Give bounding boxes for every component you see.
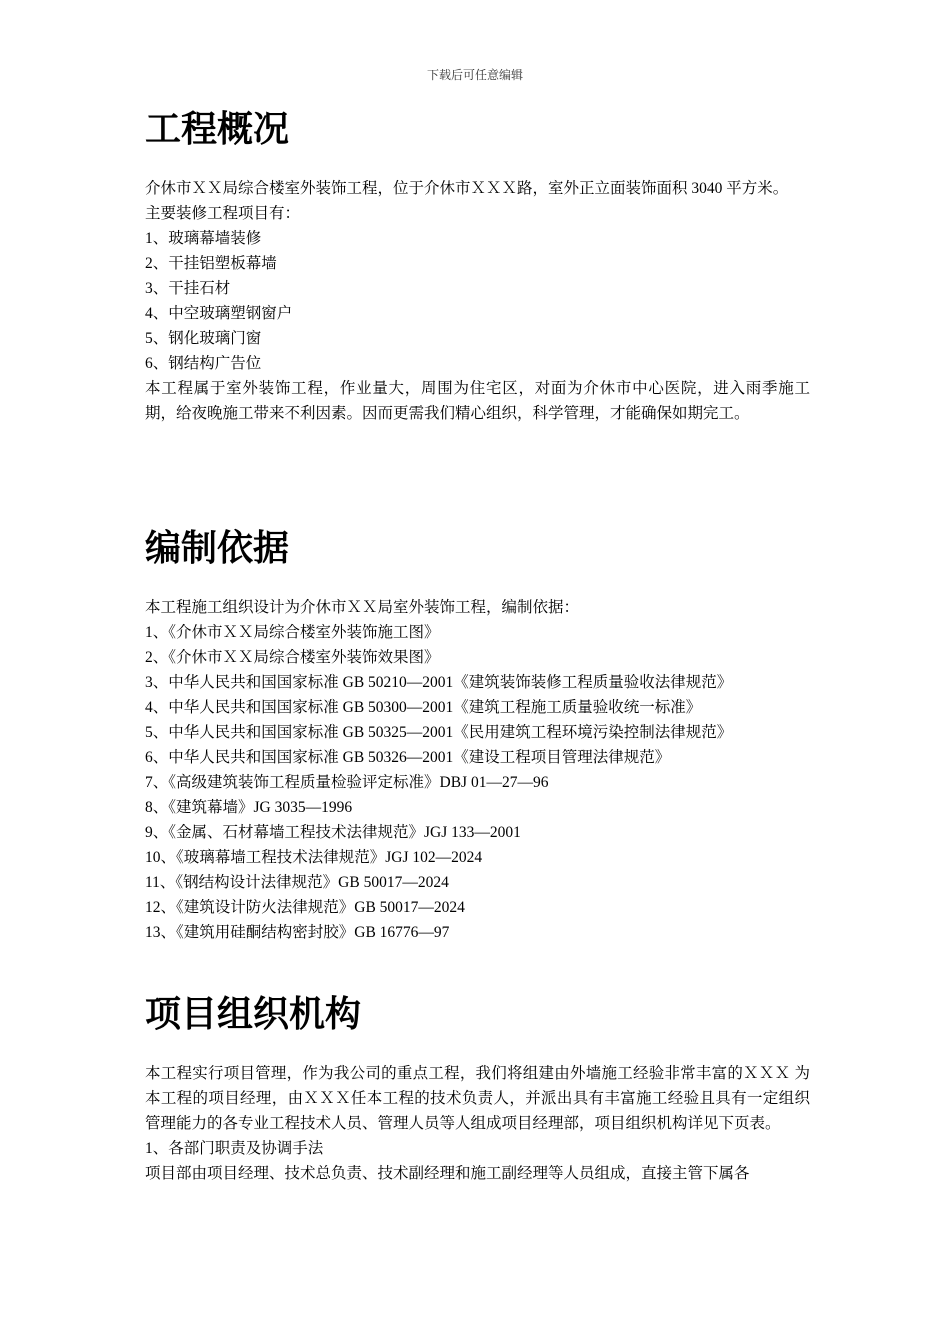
paragraph: 主要装修工程项目有： — [145, 205, 301, 222]
list-item: 12、《建筑设计防火法律规范》GB 50017—2024 — [145, 899, 465, 916]
list-item: 3、干挂石材 — [145, 280, 231, 297]
section-body — [145, 595, 810, 945]
list-item: 7、《高级建筑装饰工程质量检验评定标准》DBJ 01—27—96 — [145, 774, 549, 791]
list-item: 5、钢化玻璃门窗 — [145, 330, 262, 347]
section-compilation-basis — [145, 527, 810, 945]
paragraph: 本工程施工组织设计为介休市ＸＸ局室外装饰工程，编制依据： — [145, 599, 580, 616]
section-title: 工程概况 — [145, 109, 290, 150]
list-item: 8、《建筑幕墙》JG 3035—1996 — [145, 799, 353, 816]
list-item: 2、《介休市ＸＸ局综合楼室外装饰效果图》 — [145, 649, 440, 666]
list-item: 1、《介休市ＸＸ局综合楼室外装饰施工图》 — [145, 624, 440, 641]
list-item: 6、钢结构广告位 — [145, 355, 262, 372]
paragraph: 介休市ＸＸ局综合楼室外装饰工程，位于介休市ＸＸＸ路，室外正立面装饰面积 3040 平方米。 — [145, 180, 789, 197]
paragraph: 项目部由项目经理、技术总负责、技术副经理和施工副经理等人员组成，直接主管下属各 — [145, 1165, 750, 1182]
section-body — [145, 176, 810, 426]
list-item: 2、干挂铝塑板幕墙 — [145, 255, 277, 272]
section-body — [145, 1061, 810, 1186]
section-title: 项目组织机构 — [145, 994, 362, 1035]
section-project-overview — [145, 108, 810, 426]
list-item: 4、中空玻璃塑钢窗户 — [145, 305, 293, 322]
list-item: 3、中华人民共和国国家标准 GB 50210—2001《建筑装饰装修工程质量验收法律规范》 — [145, 674, 733, 691]
paragraph: 本工程实行项目管理，作为我公司的重点工程，我们将组建由外墙施工经验非常丰富的ＸＸＸ 为本工程的项目经理，由ＸＸＸ任本工程的技术负责人，并派出具有丰富施工经验且具有一定组织管理能力的各专业工程技术人员、管理人员等人组成项目经理部，项目组织机构详见下页表。 — [145, 1065, 810, 1132]
list-item: 10、《玻璃幕墙工程技术法律规范》JGJ 102—2024 — [145, 849, 483, 866]
list-item: 9、《金属、石材幕墙工程技术法律规范》JGJ 133—2001 — [145, 824, 521, 841]
list-item: 1、玻璃幕墙装修 — [145, 230, 262, 247]
list-item: 5、中华人民共和国国家标准 GB 50325—2001《民用建筑工程环境污染控制法律规范》 — [145, 724, 733, 741]
page-header: 下载后可任意编辑 — [426, 68, 523, 82]
list-item: 11、《钢结构设计法律规范》GB 50017—2024 — [145, 874, 449, 891]
section-title: 编制依据 — [145, 528, 290, 569]
subheading: 1、各部门职责及协调手法 — [145, 1140, 324, 1157]
paragraph: 本工程属于室外装饰工程，作业量大，周围为住宅区，对面为介休市中心医院，进入雨季施工期，给夜晚施工带来不利因素。因而更需我们精心组织，科学管理，才能确保如期完工。 — [145, 380, 810, 422]
list-item: 6、中华人民共和国国家标准 GB 50326—2001《建设工程项目管理法律规范》 — [145, 749, 671, 766]
list-item: 13、《建筑用硅酮结构密封胶》GB 16776—97 — [145, 924, 450, 941]
list-item: 4、中华人民共和国国家标准 GB 50300—2001《建筑工程施工质量验收统一标准》 — [145, 699, 702, 716]
section-project-organization — [145, 993, 810, 1186]
